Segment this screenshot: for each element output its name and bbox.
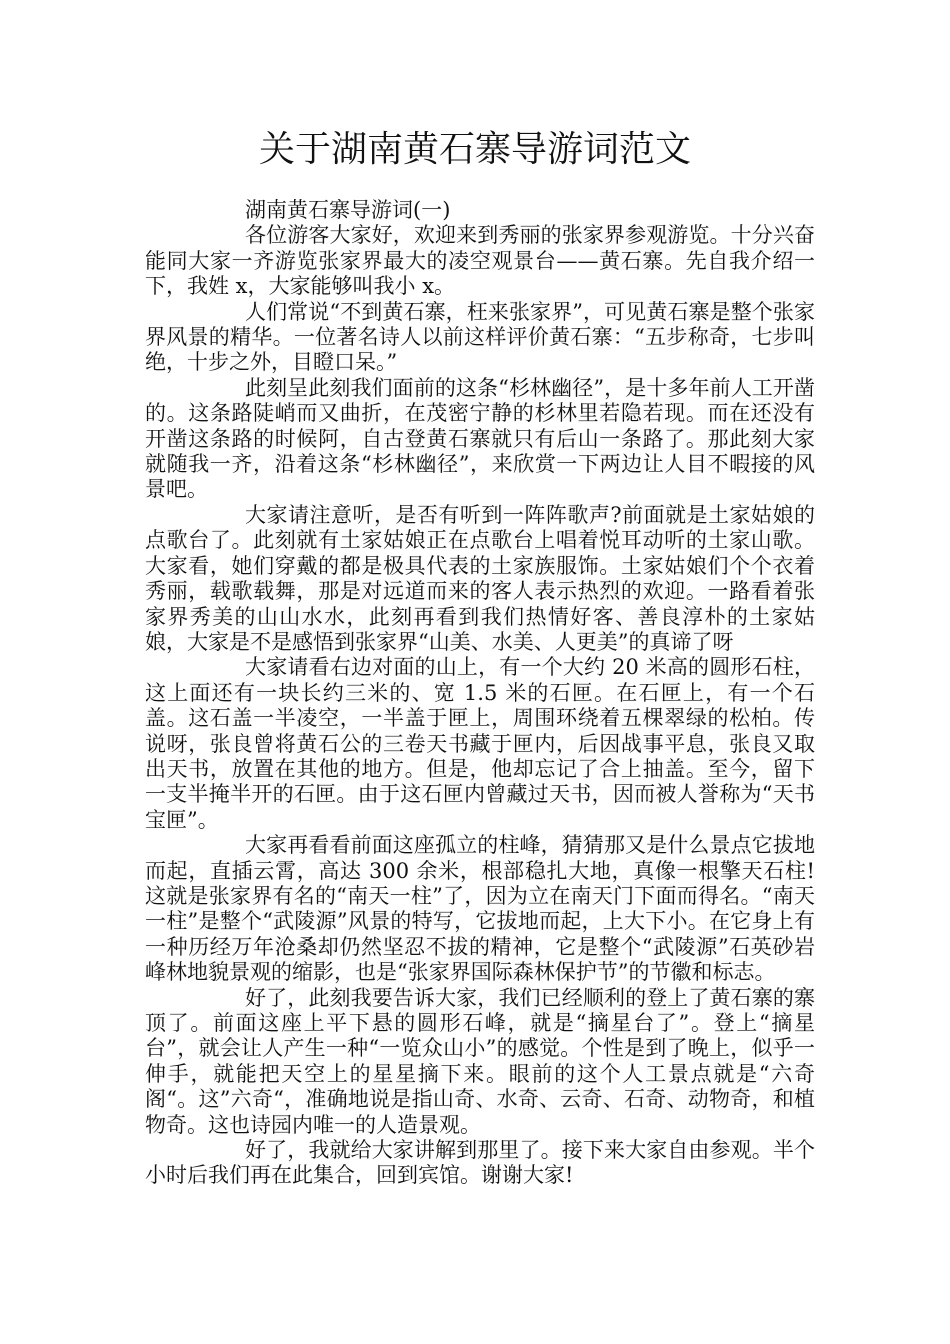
paragraph-5: 大家请看右边对面的山上，有一个大约 20 米高的圆形石柱，这上面还有一块长约三米的、宽 1.5 米的石匣。在石匣上，有一个石盖。这石盖一半凌空，一半盖于匣上，周围环绕着五棵翠绿的松柏。传说呀，张良曾将黄石公的三卷天书藏于匣内，后因战事平息，张良又取出天书，放置在其他的地方。但是，他却忘记了合上抽盖。至今，留下一支半掩半开的石匣。由于这石匣内曾藏过天书，因而被人誉称为“天书宝匣”。 (145, 655, 815, 832)
paragraph-4: 大家请注意听，是否有听到一阵阵歌声?前面就是土家姑娘的点歌台了。此刻就有土家姑娘正在点歌台上唱着悦耳动听的土家山歌。大家看，她们穿戴的都是极具代表的土家族服饰。土家姑娘们个个衣着秀丽，载歌载舞，那是对远道而来的客人表示热烈的欢迎。一路看着张家界秀美的山山水水，此刻再看到我们热情好客、善良淳朴的土家姑娘，大家是不是感悟到张家界“山美、水美、人更美”的真谛了呀 (145, 502, 815, 654)
paragraph-6: 大家再看看前面这座孤立的柱峰，猜猜那又是什么景点它拔地而起，直插云霄，高达 300 余米，根部稳扎大地，真像一根擎天石柱!这就是张家界有名的“南天一柱”了，因为立在南天门下面而得名。“南天一柱”是整个“武陵源”风景的特写，它拔地而起，上大下小。在它身上有一种历经万年沧桑却仍然坚忍不拔的精神，它是整个“武陵源”石英砂岩峰林地貌景观的缩影，也是“张家界国际森林保护节”的节徽和标志。 (145, 833, 815, 985)
paragraph-8: 好了，我就给大家讲解到那里了。接下来大家自由参观。半个小时后我们再在此集合，回到宾馆。谢谢大家! (145, 1138, 815, 1188)
section-subtitle: 湖南黄石寨导游词(一) (245, 198, 451, 222)
paragraph-7: 好了，此刻我要告诉大家，我们已经顺利的登上了黄石寨的寨顶了。前面这座上平下悬的圆形石峰，就是“摘星台了”。登上“摘星台”，就会让人产生一种“一览众山小”的感觉。个性是到了晚上，似乎一伸手，就能把天空上的星星摘下来。眼前的这个人工景点就是“六奇阁“。这”六奇“，准确地说是指山奇、水奇、云奇、石奇、动物奇，和植物奇。这也诗园内唯一的人造景观。 (145, 985, 815, 1137)
document-body (145, 198, 815, 1189)
paragraph-1: 各位游客大家好，欢迎来到秀丽的张家界参观游览。十分兴奋能同大家一齐游览张家界最大的凌空观景台——黄石寨。先自我介绍一下，我姓 x，大家能够叫我小 x。 (145, 223, 815, 299)
paragraph-2: 人们常说“不到黄石寨，枉来张家界”，可见黄石寨是整个张家界风景的精华。一位著名诗人以前这样评价黄石寨：“五步称奇，七步叫绝，十步之外，目瞪口呆。” (145, 299, 815, 375)
document-title: 关于湖南黄石寨导游词范文 (258, 129, 691, 170)
paragraph-3: 此刻呈此刻我们面前的这条“杉林幽径”，是十多年前人工开凿的。这条路陡峭而又曲折，在茂密宁静的杉林里若隐若现。而在还没有开凿这条路的时候阿，自古登黄石寨就只有后山一条路了。那此刻大家就随我一齐，沿着这条“杉林幽径”，来欣赏一下两边让人目不暇接的风景吧。 (145, 375, 815, 502)
